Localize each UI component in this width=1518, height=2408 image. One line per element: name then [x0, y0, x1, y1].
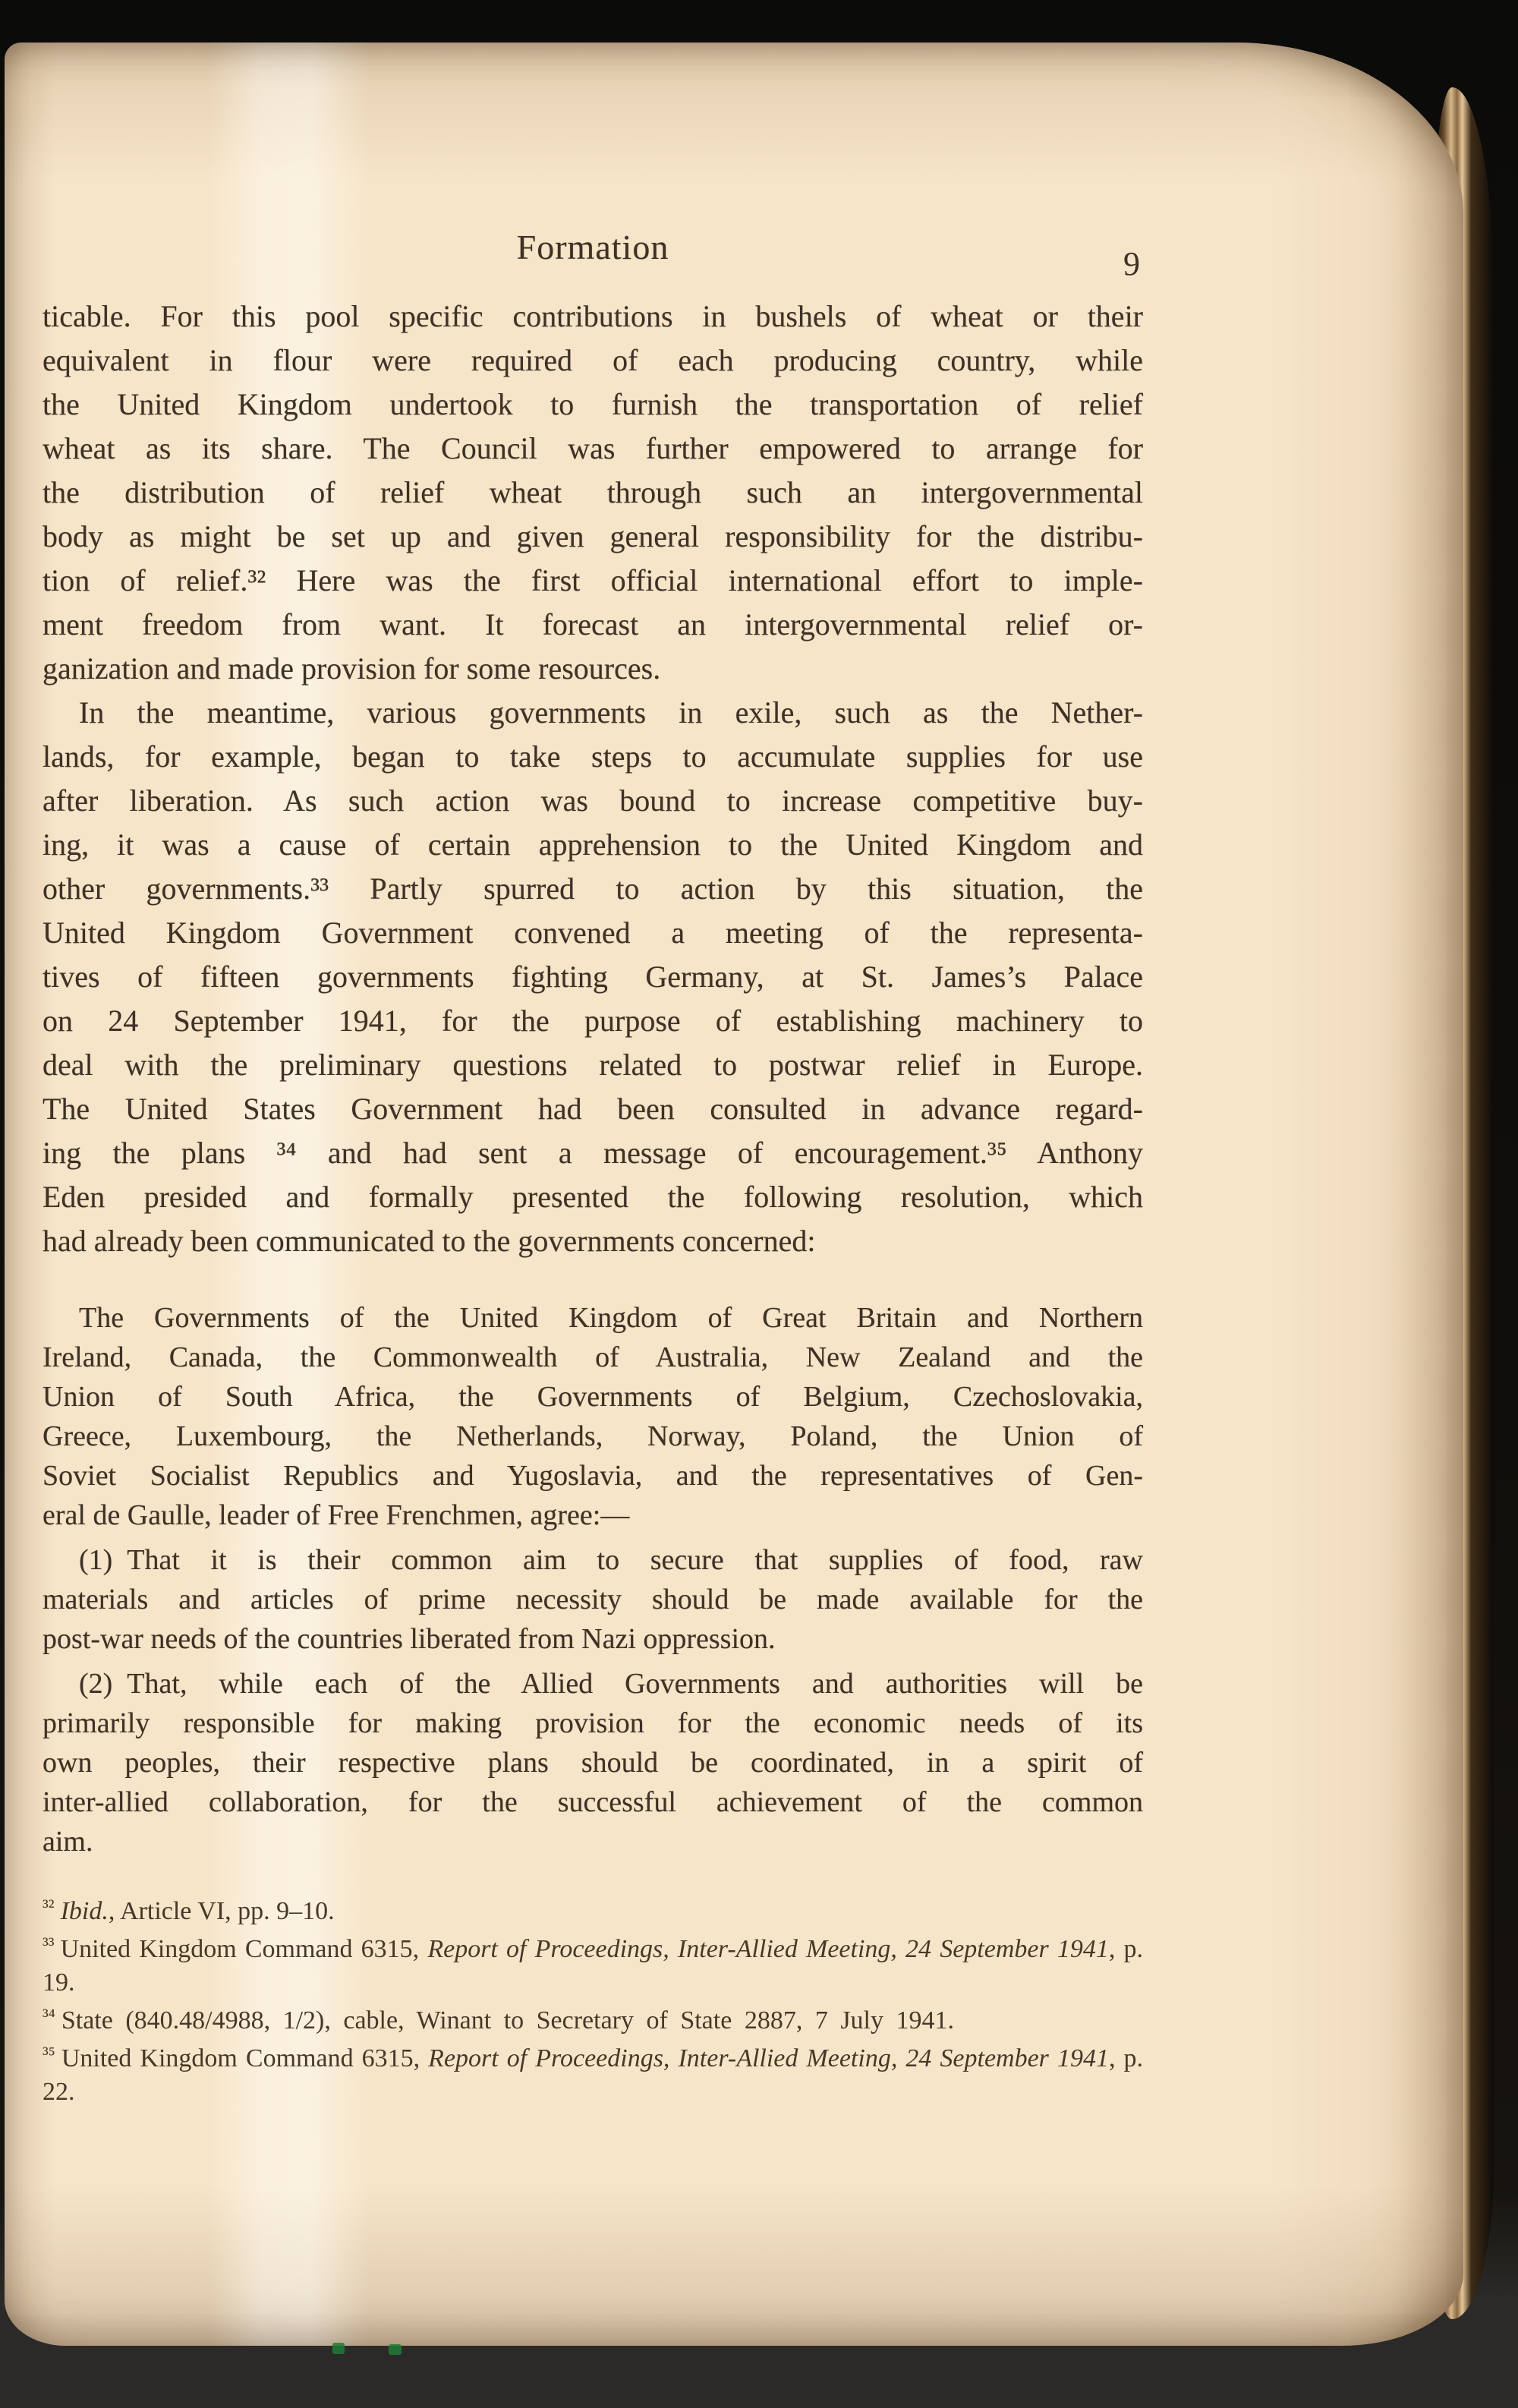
footnote-marker: ³⁴: [43, 2005, 55, 2027]
quote-text-line: The Governments of the United Kingdom of Great Britain and Northern: [79, 1302, 1143, 1334]
quote-text-line: own peoples, their respective plans should be coordinated, in a spirit of: [43, 1747, 1143, 1779]
text-line: In the meantime, various governments in exile, such as the Nether-: [79, 695, 1143, 730]
text-line: the United Kingdom undertook to furnish the transportation of relief: [43, 387, 1143, 421]
quote-paragraph: [43, 1540, 1143, 1659]
quote-text-line: primarily responsible for making provision for the economic needs of its: [43, 1707, 1143, 1739]
text-line: deal with the preliminary questions related to postwar relief in Europe.: [43, 1048, 1143, 1082]
text-line: tion of relief.³² Here was the first official international effort to imple-: [43, 563, 1143, 597]
text-line: ganization and made provision for some resources.: [43, 651, 661, 686]
quote-text-line: post-war needs of the countries liberated from Nazi oppression.: [43, 1623, 776, 1655]
page-content: [43, 225, 1143, 2109]
quote-text-line: Greece, Luxembourg, the Netherlands, Norway, Poland, the Union of: [43, 1420, 1143, 1452]
footnote: [43, 1890, 1143, 1928]
footnote-marker: ³⁵: [43, 2043, 55, 2065]
footnote-text-italic: Report of Proceedings, Inter-Allied Meeting, 24 September 1941: [428, 2044, 1109, 2072]
quote-text-line: (1) That it is their common aim to secure that supplies of food, raw: [79, 1544, 1143, 1576]
text-line: equivalent in flour were required of each producing country, while: [43, 343, 1143, 377]
quote-text-line: Soviet Socialist Republics and Yugoslavia, and the representatives of Gen-: [43, 1460, 1143, 1492]
text-line: lands, for example, began to take steps to accumulate supplies for use: [43, 739, 1143, 774]
text-line: had already been communicated to the governments concerned:: [43, 1224, 816, 1258]
quote-text-line: aim.: [43, 1826, 93, 1858]
text-line: other governments.³³ Partly spurred to action by this situation, the: [43, 871, 1143, 906]
footnote-text-roman-2: , Article VI, pp. 9–10.: [108, 1897, 335, 1925]
footnote-text-roman: United Kingdom Command 6315,: [61, 2044, 429, 2072]
scan-artifact-green: [332, 2343, 345, 2354]
running-head: [43, 225, 1143, 282]
footnote-text-italic: Ibid.: [60, 1897, 109, 1925]
page-number: 9: [1123, 245, 1140, 282]
footnote: [43, 1928, 1143, 2000]
footnote-text-roman: State (840.48/4988, 1/2), cable, Winant to Secretary of State 2887, 7 July 1941.: [61, 2006, 954, 2035]
text-line: ing, it was a cause of certain apprehension to the United Kingdom and: [43, 827, 1143, 862]
footnote-marker: ³²: [43, 1896, 55, 1918]
text-line: after liberation. As such action was bound to increase competitive buy-: [43, 783, 1143, 818]
footnote: [43, 2038, 1143, 2109]
footnote: [43, 2000, 1143, 2038]
running-head-title: Formation: [516, 228, 669, 266]
footnote-marker: ³³: [43, 1934, 55, 1956]
quote-text-line: materials and articles of prime necessity should be made available for the: [43, 1584, 1143, 1615]
book-page: [5, 43, 1463, 2346]
quote-paragraph: [43, 1298, 1143, 1535]
footnotes: [43, 1890, 1143, 2109]
text-line: tives of fifteen governments fighting Germany, at St. James’s Palace: [43, 960, 1143, 994]
quote-paragraph: [43, 1664, 1143, 1861]
text-line: the distribution of relief wheat through such an intergovernmental: [43, 475, 1143, 509]
quote-text-line: (2) That, while each of the Allied Governments and authorities will be: [79, 1668, 1143, 1700]
quote-text-line: Union of South Africa, the Governments of Belgium, Czechoslovakia,: [43, 1381, 1143, 1413]
text-line: ment freedom from want. It forecast an intergovernmental relief or-: [43, 607, 1143, 641]
paragraph: [43, 691, 1143, 1263]
text-line: ing the plans ³⁴ and had sent a message of encouragement.³⁵ Anthony: [43, 1136, 1143, 1170]
quote-text-line: inter-allied collaboration, for the successful achievement of the common: [43, 1786, 1143, 1818]
quote-text-line: Ireland, Canada, the Commonwealth of Australia, New Zealand and the: [43, 1341, 1143, 1373]
footnote-text-italic: Report of Proceedings, Inter-Allied Meeting, 24 September 1941: [427, 1935, 1109, 1963]
text-line: ticable. For this pool specific contributions in bushels of wheat or their: [43, 299, 1143, 333]
scan-artifact-green: [389, 2344, 402, 2355]
footnote-text-roman: United Kingdom Command 6315,: [60, 1935, 428, 1963]
body-text: [43, 295, 1143, 1263]
text-line: United Kingdom Government convened a meeting of the representa-: [43, 916, 1143, 950]
block-quote: [43, 1298, 1143, 1861]
text-line: wheat as its share. The Council was further empowered to arrange for: [43, 431, 1143, 465]
text-line: on 24 September 1941, for the purpose of establishing machinery to: [43, 1004, 1143, 1038]
footnote-text-roman-2: , p. 22.: [43, 2044, 1143, 2106]
paragraph: [43, 295, 1143, 691]
text-line: The United States Government had been consulted in advance regard-: [43, 1092, 1143, 1126]
footnote-text-roman-2: , p. 19.: [43, 1935, 1143, 1997]
text-line: Eden presided and formally presented the following resolution, which: [43, 1180, 1143, 1214]
text-line: body as might be set up and given general responsibility for the distribu-: [43, 519, 1143, 553]
quote-text-line: eral de Gaulle, leader of Free Frenchmen, agree:—: [43, 1499, 630, 1531]
